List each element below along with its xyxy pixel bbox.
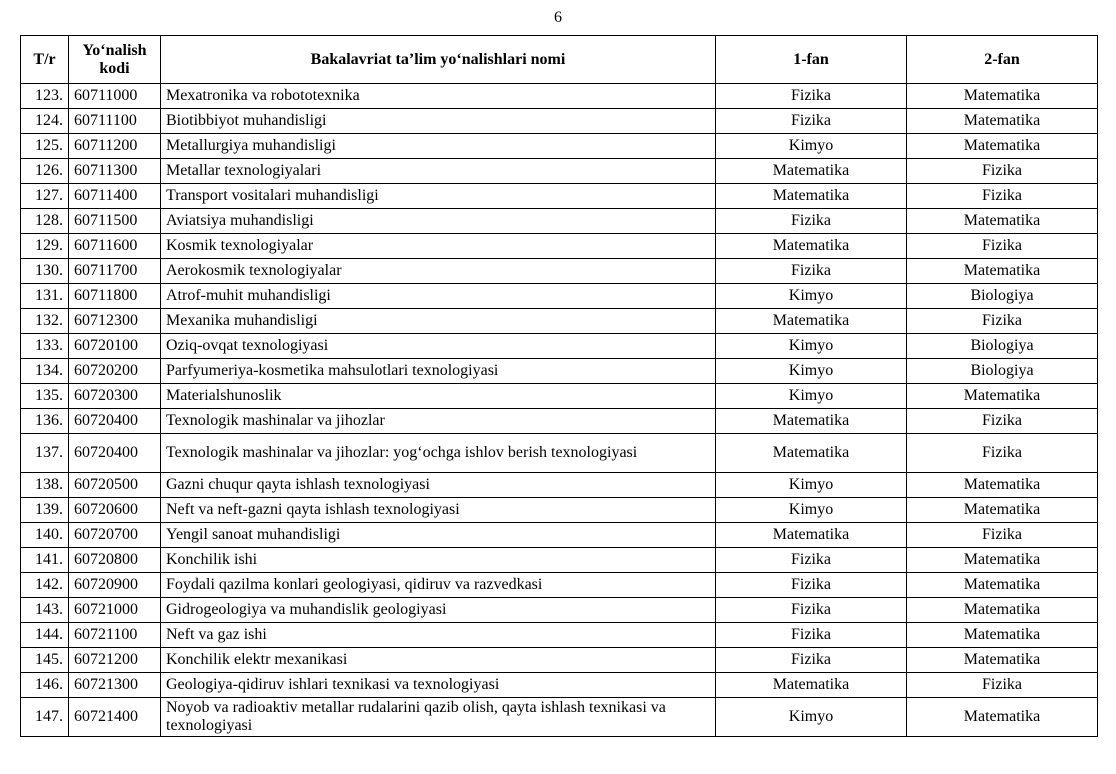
direction-name-cell: Mexatronika va robototexnika	[161, 84, 716, 109]
subject2-cell: Biologiya	[907, 334, 1098, 359]
table-row	[21, 234, 1098, 259]
row-number-cell: 138.	[21, 473, 69, 498]
row-number-cell: 127.	[21, 184, 69, 209]
subject1-cell: Matematika	[716, 184, 907, 209]
direction-name-cell: Mexanika muhandisligi	[161, 309, 716, 334]
row-number-cell: 133.	[21, 334, 69, 359]
direction-name-cell: Aviatsiya muhandisligi	[161, 209, 716, 234]
subject2-cell: Matematika	[907, 498, 1098, 523]
subject1-cell: Matematika	[716, 523, 907, 548]
row-number-cell: 123.	[21, 84, 69, 109]
direction-code-cell: 60721000	[69, 598, 161, 623]
subject1-cell: Fizika	[716, 84, 907, 109]
direction-code-cell: 60720900	[69, 573, 161, 598]
direction-name-cell: Foydali qazilma konlari geologiyasi, qidiruv va razvedkasi	[161, 573, 716, 598]
direction-name-cell: Konchilik ishi	[161, 548, 716, 573]
row-number-cell: 135.	[21, 384, 69, 409]
subject1-cell: Kimyo	[716, 134, 907, 159]
table-row	[21, 184, 1098, 209]
subject2-cell: Fizika	[907, 673, 1098, 698]
subject2-cell: Matematika	[907, 573, 1098, 598]
table-row	[21, 623, 1098, 648]
table-row	[21, 409, 1098, 434]
header-no: T/r	[21, 36, 69, 84]
direction-code-cell: 60712300	[69, 309, 161, 334]
table-row	[21, 573, 1098, 598]
direction-code-cell: 60711100	[69, 109, 161, 134]
row-number-cell: 124.	[21, 109, 69, 134]
table-row	[21, 673, 1098, 698]
direction-name-cell: Aerokosmik texnologiyalar	[161, 259, 716, 284]
direction-code-cell: 60721100	[69, 623, 161, 648]
direction-name-cell: Oziq-ovqat texnologiyasi	[161, 334, 716, 359]
direction-name-cell: Texnologik mashinalar va jihozlar: yog‘ochga ishlov berish texnologiyasi	[161, 434, 716, 473]
subject1-cell: Kimyo	[716, 359, 907, 384]
header-code: Yo‘nalish kodi	[69, 36, 161, 84]
row-number-cell: 131.	[21, 284, 69, 309]
direction-name-cell: Gidrogeologiya va muhandislik geologiyasi	[161, 598, 716, 623]
direction-name-cell: Parfyumeriya-kosmetika mahsulotlari texnologiyasi	[161, 359, 716, 384]
direction-name-cell: Biotibbiyot muhandisligi	[161, 109, 716, 134]
subject2-cell: Matematika	[907, 109, 1098, 134]
subject1-cell: Fizika	[716, 209, 907, 234]
direction-name-cell: Kosmik texnologiyalar	[161, 234, 716, 259]
subject2-cell: Matematika	[907, 548, 1098, 573]
subject2-cell: Matematika	[907, 259, 1098, 284]
row-number-cell: 130.	[21, 259, 69, 284]
direction-name-cell: Metallar texnologiyalari	[161, 159, 716, 184]
table-row	[21, 309, 1098, 334]
table-row	[21, 334, 1098, 359]
subject1-cell: Fizika	[716, 623, 907, 648]
row-number-cell: 145.	[21, 648, 69, 673]
direction-name-cell: Yengil sanoat muhandisligi	[161, 523, 716, 548]
subject2-cell: Fizika	[907, 434, 1098, 473]
table-row	[21, 359, 1098, 384]
table-row	[21, 109, 1098, 134]
subject1-cell: Fizika	[716, 598, 907, 623]
table-row	[21, 84, 1098, 109]
direction-code-cell: 60720100	[69, 334, 161, 359]
subject2-cell: Fizika	[907, 159, 1098, 184]
subject1-cell: Kimyo	[716, 473, 907, 498]
subject1-cell: Matematika	[716, 673, 907, 698]
table-row	[21, 434, 1098, 473]
table-row	[21, 548, 1098, 573]
row-number-cell: 137.	[21, 434, 69, 473]
row-number-cell: 146.	[21, 673, 69, 698]
table-row	[21, 209, 1098, 234]
row-number-cell: 144.	[21, 623, 69, 648]
table-row	[21, 648, 1098, 673]
row-number-cell: 147.	[21, 698, 69, 737]
direction-code-cell: 60711200	[69, 134, 161, 159]
direction-name-cell: Transport vositalari muhandisligi	[161, 184, 716, 209]
subject1-cell: Fizika	[716, 548, 907, 573]
subject1-cell: Fizika	[716, 109, 907, 134]
subject1-cell: Matematika	[716, 234, 907, 259]
subject2-cell: Matematika	[907, 209, 1098, 234]
direction-name-cell: Gazni chuqur qayta ishlash texnologiyasi	[161, 473, 716, 498]
header-name: Bakalavriat ta’lim yo‘nalishlari nomi	[161, 36, 716, 84]
subject1-cell: Matematika	[716, 409, 907, 434]
subject1-cell: Fizika	[716, 573, 907, 598]
direction-code-cell: 60720400	[69, 434, 161, 473]
direction-code-cell: 60721300	[69, 673, 161, 698]
direction-name-cell: Texnologik mashinalar va jihozlar	[161, 409, 716, 434]
direction-code-cell: 60711600	[69, 234, 161, 259]
direction-code-cell: 60711000	[69, 84, 161, 109]
row-number-cell: 132.	[21, 309, 69, 334]
subject2-cell: Matematika	[907, 698, 1098, 737]
subject2-cell: Fizika	[907, 523, 1098, 548]
subject2-cell: Matematika	[907, 623, 1098, 648]
header-subject2: 2-fan	[907, 36, 1098, 84]
subject1-cell: Matematika	[716, 309, 907, 334]
direction-code-cell: 60720500	[69, 473, 161, 498]
subject1-cell: Kimyo	[716, 384, 907, 409]
table-row	[21, 284, 1098, 309]
subject2-cell: Matematika	[907, 648, 1098, 673]
row-number-cell: 129.	[21, 234, 69, 259]
subject1-cell: Kimyo	[716, 498, 907, 523]
direction-code-cell: 60720400	[69, 409, 161, 434]
direction-code-cell: 60720300	[69, 384, 161, 409]
direction-name-cell: Konchilik elektr mexanikasi	[161, 648, 716, 673]
subject1-cell: Fizika	[716, 648, 907, 673]
direction-code-cell: 60720200	[69, 359, 161, 384]
subject1-cell: Fizika	[716, 259, 907, 284]
subject2-cell: Biologiya	[907, 359, 1098, 384]
page-number: 6	[554, 9, 562, 26]
subject2-cell: Matematika	[907, 384, 1098, 409]
subject1-cell: Kimyo	[716, 698, 907, 737]
directions-table	[20, 35, 1098, 737]
row-number-cell: 143.	[21, 598, 69, 623]
direction-name-cell: Atrof-muhit muhandisligi	[161, 284, 716, 309]
direction-name-cell: Neft va gaz ishi	[161, 623, 716, 648]
subject1-cell: Matematika	[716, 434, 907, 473]
subject1-cell: Kimyo	[716, 334, 907, 359]
row-number-cell: 139.	[21, 498, 69, 523]
subject2-cell: Fizika	[907, 234, 1098, 259]
subject2-cell: Fizika	[907, 409, 1098, 434]
direction-code-cell: 60721400	[69, 698, 161, 737]
subject2-cell: Matematika	[907, 598, 1098, 623]
direction-code-cell: 60720700	[69, 523, 161, 548]
direction-code-cell: 60711400	[69, 184, 161, 209]
subject1-cell: Kimyo	[716, 284, 907, 309]
direction-code-cell: 60721200	[69, 648, 161, 673]
table-row	[21, 598, 1098, 623]
subject2-cell: Fizika	[907, 309, 1098, 334]
header-subject1: 1-fan	[716, 36, 907, 84]
direction-code-cell: 60720600	[69, 498, 161, 523]
row-number-cell: 126.	[21, 159, 69, 184]
row-number-cell: 136.	[21, 409, 69, 434]
row-number-cell: 128.	[21, 209, 69, 234]
subject2-cell: Matematika	[907, 84, 1098, 109]
direction-name-cell: Noyob va radioaktiv metallar rudalarini qazib olish, qayta ishlash texnikasi va texnologiyasi	[161, 698, 716, 737]
table-header-row	[21, 36, 1098, 84]
direction-code-cell: 60711700	[69, 259, 161, 284]
table-row	[21, 473, 1098, 498]
table-row	[21, 523, 1098, 548]
row-number-cell: 141.	[21, 548, 69, 573]
direction-code-cell: 60711300	[69, 159, 161, 184]
direction-name-cell: Geologiya-qidiruv ishlari texnikasi va texnologiyasi	[161, 673, 716, 698]
direction-code-cell: 60711800	[69, 284, 161, 309]
subject2-cell: Matematika	[907, 134, 1098, 159]
table-row	[21, 384, 1098, 409]
subject2-cell: Biologiya	[907, 284, 1098, 309]
direction-code-cell: 60720800	[69, 548, 161, 573]
row-number-cell: 125.	[21, 134, 69, 159]
table-row	[21, 698, 1098, 737]
table-body	[21, 84, 1098, 737]
row-number-cell: 134.	[21, 359, 69, 384]
table-row	[21, 159, 1098, 184]
direction-name-cell: Neft va neft-gazni qayta ishlash texnologiyasi	[161, 498, 716, 523]
subject2-cell: Fizika	[907, 184, 1098, 209]
table-row	[21, 134, 1098, 159]
direction-name-cell: Materialshunoslik	[161, 384, 716, 409]
row-number-cell: 142.	[21, 573, 69, 598]
subject2-cell: Matematika	[907, 473, 1098, 498]
table-row	[21, 259, 1098, 284]
direction-name-cell: Metallurgiya muhandisligi	[161, 134, 716, 159]
direction-code-cell: 60711500	[69, 209, 161, 234]
table-row	[21, 498, 1098, 523]
subject1-cell: Matematika	[716, 159, 907, 184]
row-number-cell: 140.	[21, 523, 69, 548]
